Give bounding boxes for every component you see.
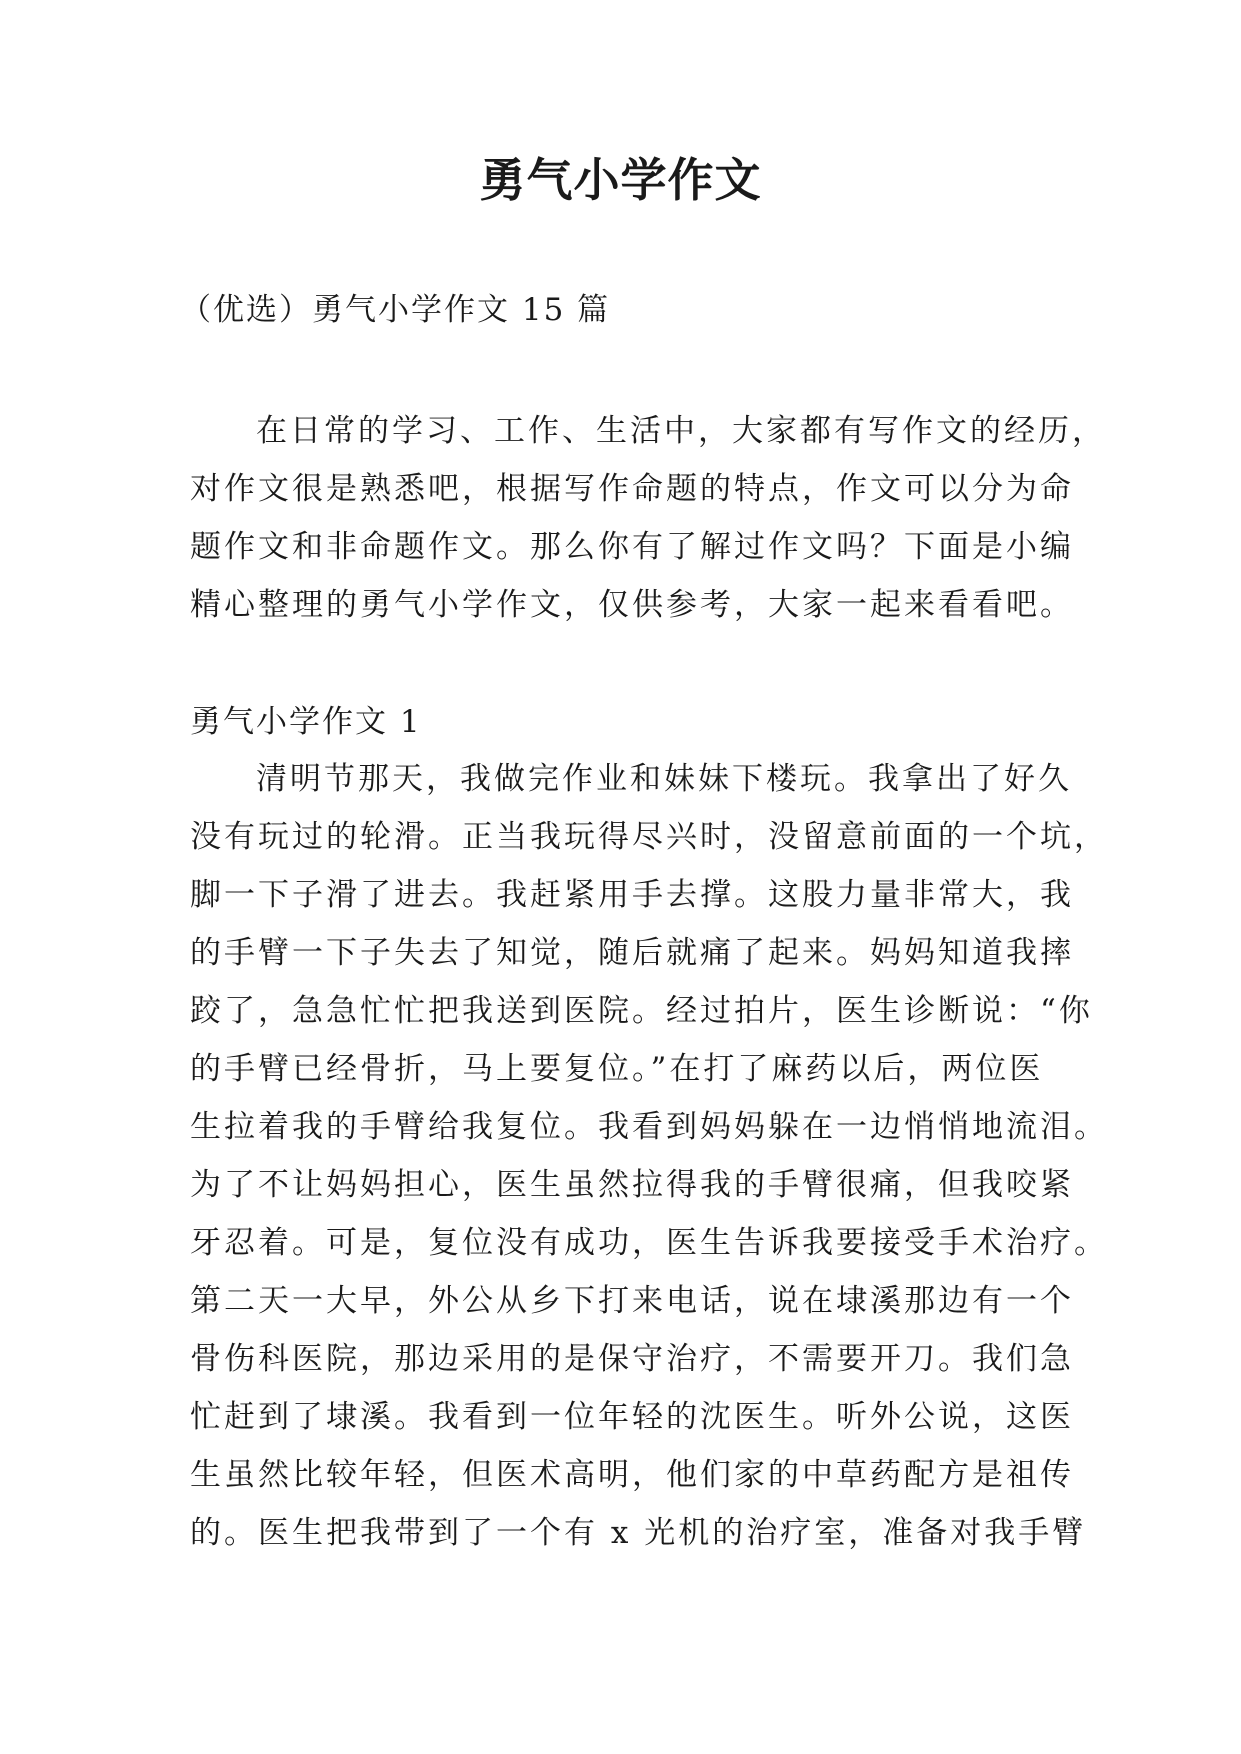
document-title: 勇气小学作文 [479,153,762,207]
essay-line: 生虽然比较年轻，但医术高明，他们家的中草药配方是祖传 [190,1457,1074,1493]
essay-paragraph [190,750,1108,1562]
intro-paragraph [190,402,1106,634]
essay-line: 第二天一大早，外公从乡下打来电话，说在埭溪那边有一个 [190,1283,1074,1319]
essay-line: 骨伤科医院，那边采用的是保守治疗，不需要开刀。我们急 [190,1341,1074,1377]
essay-line: 的手臂已经骨折，马上要复位。”在打了麻药以后，两位医 [190,1051,1044,1087]
intro-line: 题作文和非命题作文。那么你有了解过作文吗？下面是小编 [190,529,1074,565]
essay-line: 没有玩过的轮滑。正当我玩得尽兴时，没留意前面的一个坑， [190,819,1108,855]
essay-line: 清明节那天，我做完作业和妹妹下楼玩。我拿出了好久 [256,761,1072,797]
essay-line: 跤了，急急忙忙把我送到医院。经过拍片，医生诊断说：“你 [190,993,1093,1029]
document-subtitle: （优选）勇气小学作文 15 篇 [180,292,611,328]
essay-line: 牙忍着。可是，复位没有成功，医生告诉我要接受手术治疗。 [190,1225,1108,1261]
intro-line: 精心整理的勇气小学作文，仅供参考，大家一起来看看吧。 [190,587,1074,623]
intro-line: 对作文很是熟悉吧，根据写作命题的特点，作文可以分为命 [190,471,1074,507]
essay-line: 的手臂一下子失去了知觉，随后就痛了起来。妈妈知道我摔 [190,935,1074,971]
intro-line: 在日常的学习、工作、生活中，大家都有写作文的经历， [256,413,1106,449]
section-heading: 勇气小学作文 1 [190,704,422,740]
essay-line: 生拉着我的手臂给我复位。我看到妈妈躲在一边悄悄地流泪。 [190,1109,1108,1145]
essay-line: 的。医生把我带到了一个有 x 光机的治疗室，准备对我手臂 [190,1515,1087,1551]
essay-line: 为了不让妈妈担心，医生虽然拉得我的手臂很痛，但我咬紧 [190,1167,1074,1203]
essay-line: 忙赶到了埭溪。我看到一位年轻的沈医生。听外公说，这医 [190,1399,1074,1435]
essay-line: 脚一下子滑了进去。我赶紧用手去撑。这股力量非常大，我 [190,877,1074,913]
